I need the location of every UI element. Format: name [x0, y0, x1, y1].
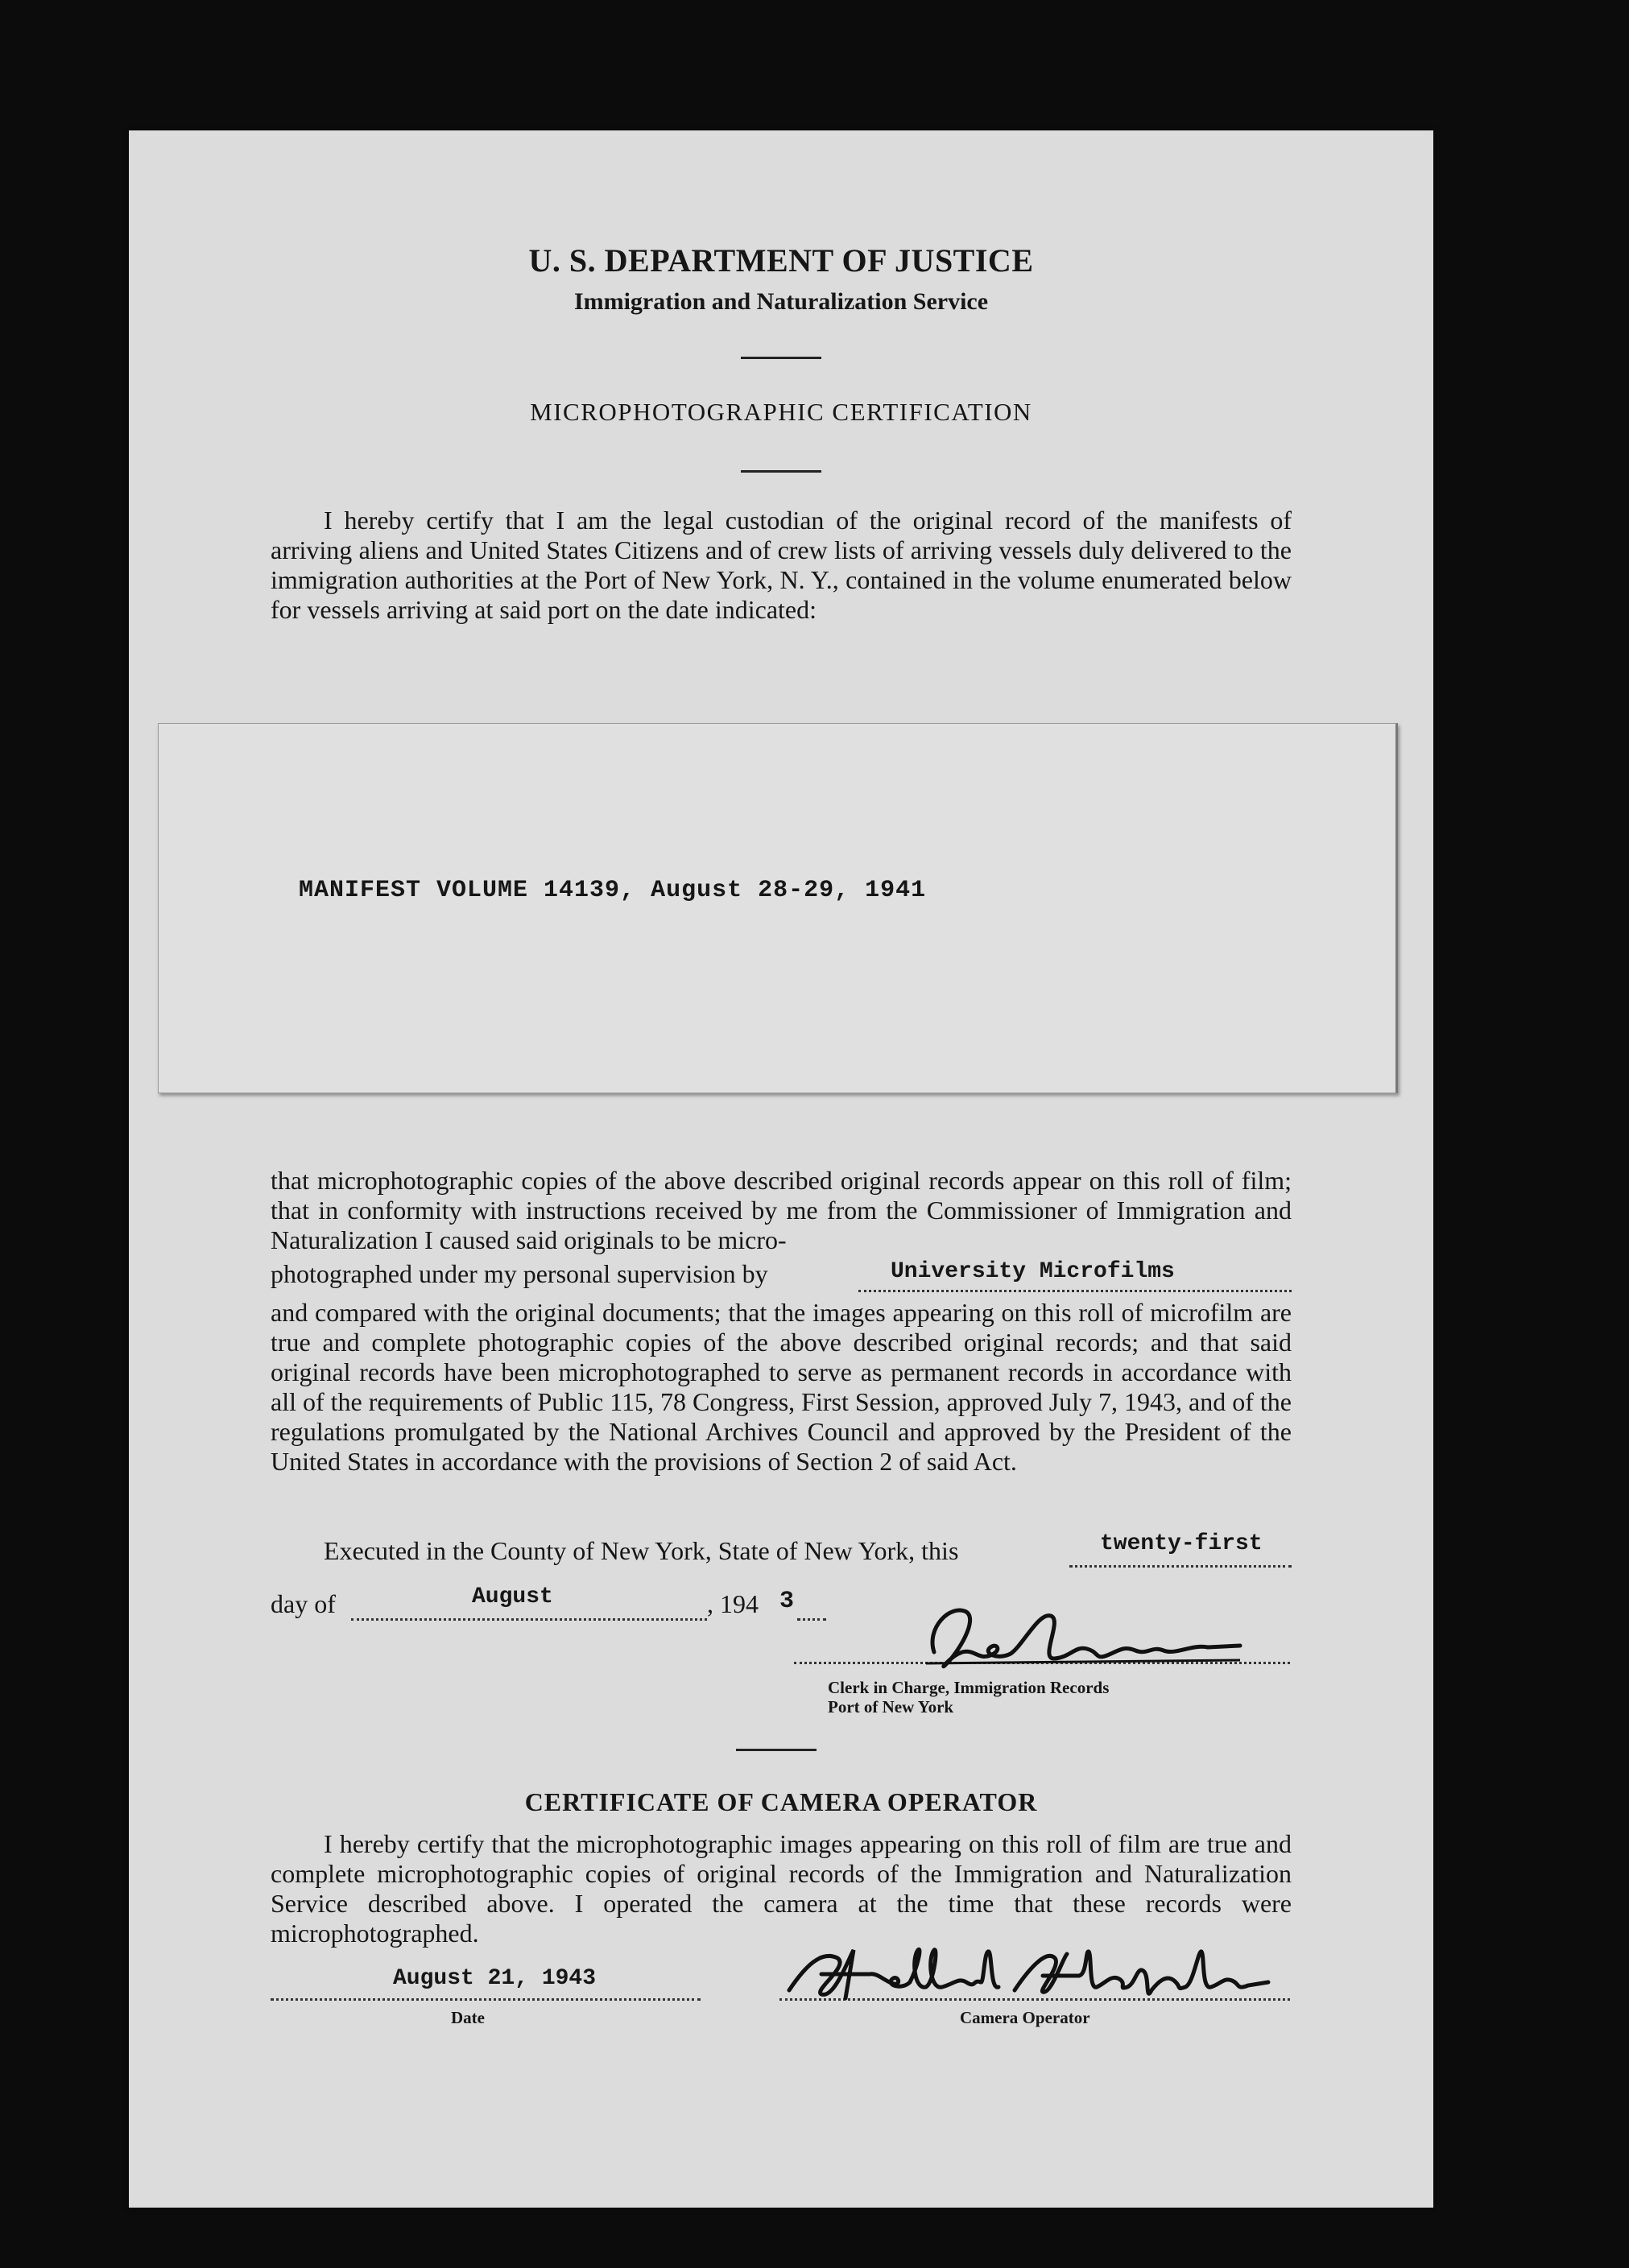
- section-divider: [741, 470, 821, 473]
- camera-certificate-body: I hereby certify that the microphotographic images appearing on this roll of film are true and complete microphotographic copies of original records of the Immigration and Naturalization Service described above. I operated the camera at the time that these records were microphotographed.: [271, 1829, 1292, 1948]
- department-title: U. S. DEPARTMENT OF JUSTICE: [528, 242, 1034, 279]
- manifest-volume-text: MANIFEST VOLUME 14139, August 28-29, 1941: [299, 877, 927, 904]
- camera-section-divider: [736, 1749, 817, 1751]
- intro-text: I hereby certify that I am the legal custodian of the original record of the manifests of arriving aliens and United States Citizens and of crew lists of arriving vessels duly delivered to the immigration authorities at the Port of New York, N. Y., contained in the volume enumerated below for vessels arriving at said port on the date indicated:: [271, 506, 1292, 624]
- clerk-title-line2: Port of New York: [828, 1697, 954, 1716]
- service-subtitle: Immigration and Naturalization Service: [573, 288, 989, 315]
- camera-operator-signature: [773, 1934, 1272, 2014]
- execution-day: twenty-first: [1100, 1531, 1263, 1556]
- camera-date-label: Date: [451, 2008, 485, 2027]
- year-fill-line: [797, 1618, 826, 1621]
- body-paragraph-1: that microphotographic copies of the above described original records appear on this roll of film; that in conformity with instructions received by me from the Commissioner of Immigration and Naturalization I caused said originals to be micro-: [271, 1166, 1292, 1254]
- clerk-signature: [902, 1596, 1256, 1684]
- header-divider: [741, 357, 821, 359]
- execution-prefix: Executed in the County of New York, State of New York, this: [324, 1536, 959, 1565]
- execution-year-prefix: , 194: [707, 1589, 759, 1618]
- month-fill-line: [351, 1618, 707, 1621]
- execution-year-digit: 3: [779, 1588, 795, 1615]
- certificate-page: [129, 130, 1433, 2208]
- execution-day-line: [1069, 1565, 1292, 1568]
- date-fill-line: [271, 1998, 701, 2001]
- camera-certificate-text: [271, 1829, 1292, 1948]
- day-of-label: day of: [271, 1589, 336, 1618]
- execution-month: August: [472, 1584, 553, 1609]
- intro-paragraph: [271, 506, 1292, 625]
- section-title: MICROPHOTOGRAPHIC CERTIFICATION: [530, 398, 1032, 426]
- camera-date-value: August 21, 1943: [393, 1966, 597, 1991]
- supervision-fill-line: [858, 1290, 1292, 1292]
- camera-operator-label: Camera Operator: [960, 2008, 1090, 2027]
- camera-certificate-title: CERTIFICATE OF CAMERA OPERATOR: [524, 1787, 1038, 1816]
- volume-insert-slip: [158, 723, 1398, 1093]
- supervision-prefix: photographed under my personal supervision by: [271, 1259, 768, 1288]
- clerk-title-line1: Clerk in Charge, Immigration Records: [828, 1678, 1110, 1697]
- body-paragraph-2: and compared with the original documents; that the images appearing on this roll of microfilm are true and complete photographic copies of the above described original records; and that said original records have been microphotographed to serve as permanent records in accordance with all of the requirements of Public 115, 78 Congress, First Session, approved July 7, 1943, and of the regulations promulgated by the National Archives Council and approved by the President of the United States in accordance with the provisions of Section 2 of said Act.: [271, 1298, 1292, 1476]
- supervision-company: University Microfilms: [891, 1259, 1175, 1284]
